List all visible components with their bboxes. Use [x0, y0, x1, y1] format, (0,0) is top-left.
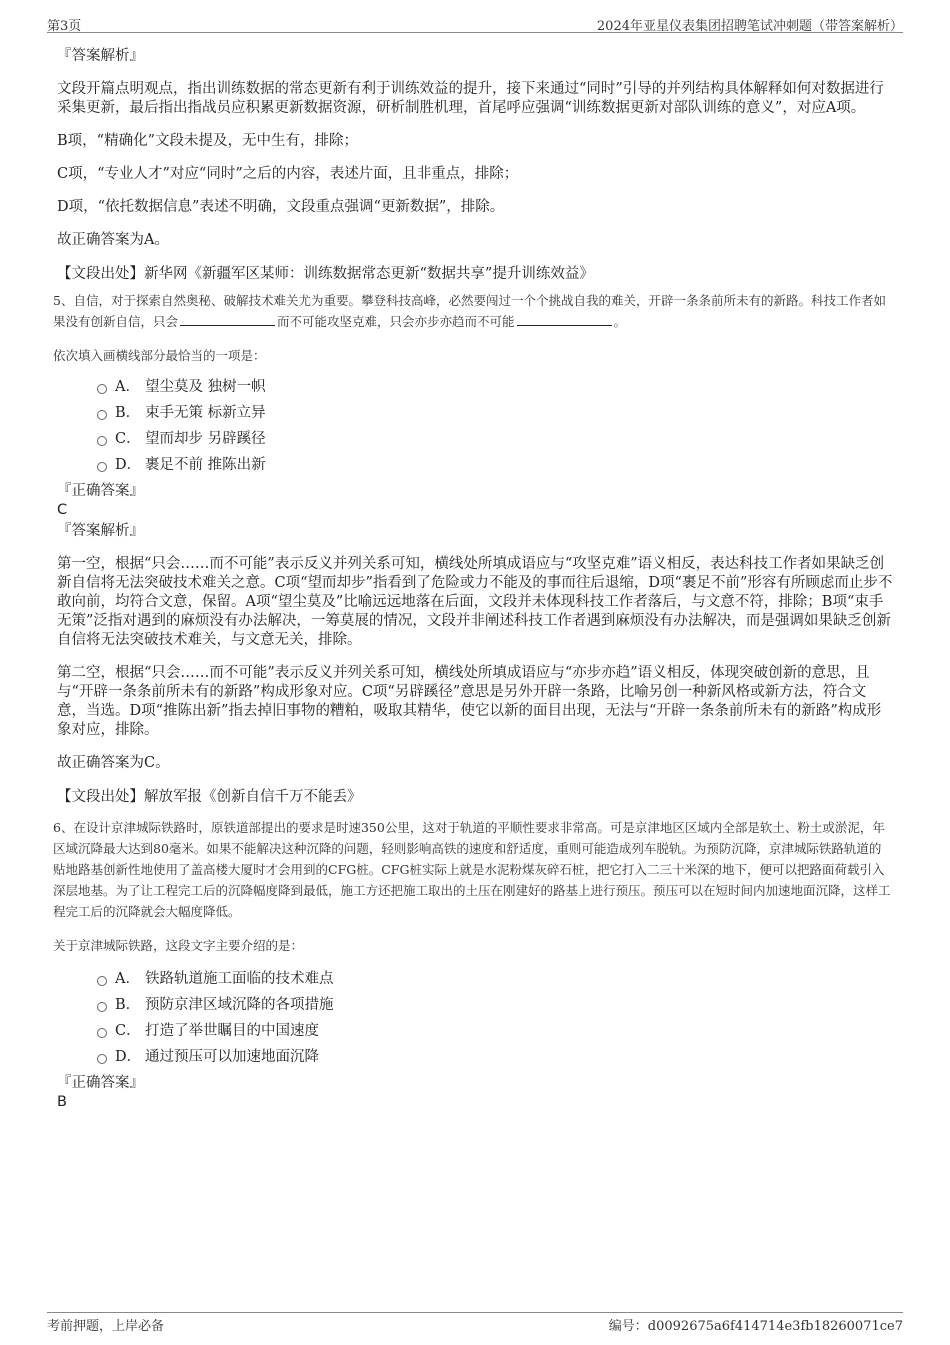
q6-option-c[interactable]: C． 打造了举世瞩目的中国速度: [57, 1018, 893, 1044]
q5-option-b[interactable]: B． 束手无策 标新立异: [57, 400, 893, 426]
document-title: 2024年亚星仪表集团招聘笔试冲刺题（带答案解析）: [596, 19, 903, 34]
page-number: 第3页: [47, 19, 82, 34]
radio-button[interactable]: [97, 462, 107, 472]
q6-prompt: 关于京津城际铁路，这段文字主要介绍的是：: [53, 938, 304, 953]
radio-button[interactable]: [97, 1002, 107, 1012]
q4-analysis-paragraph: 文段开篇点明观点，指出训练数据的常态更新有利于训练效益的提升，接下来通过“同时”引导的并列结构具体解释如何对数据进行采集更新，最后指出指战员应积累更新数据资源，研析制胜机理，首尾呼应强调“训练数据更新对部队训练的意义”，对应A项。: [57, 81, 884, 116]
q6-answer-label: 『正确答案』: [57, 1075, 144, 1091]
page-footer: [47, 1312, 903, 1333]
radio-button[interactable]: [97, 410, 107, 420]
q5-source: 【文段出处】解放军报《创新自信千万不能丢》: [57, 789, 362, 805]
footer-slogan: 考前押题，上岸必备: [47, 1319, 165, 1334]
q5-analysis-label: 『答案解析』: [57, 523, 144, 539]
q4-source: 【文段出处】新华网《新疆军区某师：训练数据常态更新“数据共享”提升训练效益》: [57, 266, 594, 282]
q5-blank-1: [180, 313, 275, 326]
q6-options: [57, 966, 893, 1070]
document-content: [53, 47, 893, 1112]
q6-option-d[interactable]: D． 通过预压可以加速地面沉降: [57, 1044, 893, 1070]
q6-answer: B: [57, 1094, 67, 1110]
q4-analysis-option-c: C项，“专业人才”对应“同时”之后的内容，表述片面，且非重点，排除；: [57, 166, 519, 182]
q6-option-b[interactable]: B． 预防京津区域沉降的各项措施: [57, 992, 893, 1018]
q4-analysis-option-b: B项，“精确化”文段未提及，无中生有，排除；: [57, 133, 358, 149]
q4-conclusion: 故正确答案为A。: [57, 232, 169, 248]
document-id: 编号：d0092675a6f414714e3fb18260071ce7: [608, 1319, 903, 1334]
page-header: [47, 10, 903, 33]
q5-answer-label: 『正确答案』: [57, 483, 144, 499]
radio-button[interactable]: [97, 436, 107, 446]
q5-answer: C: [57, 502, 68, 518]
radio-button[interactable]: [97, 1054, 107, 1064]
radio-button[interactable]: [97, 1028, 107, 1038]
q5-prompt: 依次填入画横线部分最恰当的一项是：: [53, 348, 266, 363]
q5-options: [57, 374, 893, 478]
q6-option-a[interactable]: A． 铁路轨道施工面临的技术难点: [57, 966, 893, 992]
q5-analysis-paragraph-2: 第二空，根据“只会……而不可能”表示反义并列关系可知，横线处所填成语应与“亦步亦趋”语义相反，体现突破创新的意思，且与“开辟一条条前所未有的新路”构成形象对应。C项“另辟蹊径”意思是另外开辟一条路，比喻另创一种新风格或新方法，符合文意，当选。D项“推陈出新”指去掉旧事物的糟粕，吸取其精华，使它以新的面目出现，无法与“开辟一条条前所未有的新路”构成形象对应，排除。: [57, 665, 882, 738]
radio-button[interactable]: [97, 384, 107, 394]
q5-option-c[interactable]: C． 望而却步 另辟蹊径: [57, 426, 893, 452]
q6-stem: 6、在设计京津城际铁路时，原铁道部提出的要求是时速350公里，这对于轨道的平顺性要求非常高。可是京津地区区域内全部是软土、粉土或淤泥，年区域沉降最大达到80毫米。如果不能解决这种沉降的问题，轻则影响高铁的速度和舒适度，重则可能造成列车脱轨。为预防沉降，京津城际铁路轨道的贴地路基创新性地使用了盖高楼大厦时才会用到的CFG桩。CFG桩实际上就是水泥粉煤灰碎石桩，把它打入二三十米深的地下，便可以把路面荷载引入深层地基。为了让工程完工后的沉降幅度降到最低，施工方还把施工取出的土压在刚建好的路基上进行预压。预压可以在短时间内加速地面沉降，这样工程完工后的沉降就会大幅度降低。: [53, 820, 891, 919]
q4-analysis-label: 『答案解析』: [57, 48, 144, 64]
radio-button[interactable]: [97, 976, 107, 986]
q5-stem: 5、自信，对于探索自然奥秘、破解技术难关尤为重要。攀登科技高峰，必然要闯过一个个挑战自我的难关，开辟一条条前所未有的新路。科技工作者如果没有创新自信，只会 而不可能攻坚克难，只会亦步亦趋而不可能 。: [53, 293, 886, 329]
q5-option-a[interactable]: A． 望尘莫及 独树一帜: [57, 374, 893, 400]
q5-blank-2: [517, 313, 612, 326]
q5-conclusion: 故正确答案为C。: [57, 755, 170, 771]
q5-analysis-paragraph-1: 第一空，根据“只会……而不可能”表示反义并列关系可知，横线处所填成语应与“攻坚克难”语义相反，表达科技工作者如果缺乏创新自信将无法突破技术难关之意。C项“望而却步”指看到了危险或力不能及的事而往后退缩，D项“裹足不前”形容有所顾虑而止步不敢向前，均符合文意，保留。A项“望尘莫及”比喻远远地落在后面，文段并未体现科技工作者落后，与文意不符，排除；B项“束手无策”泛指对遇到的麻烦没有办法解决，一筹莫展的情况，文段并非阐述科技工作者遇到麻烦没有办法解决，而是强调如果缺乏创新自信将无法突破技术难关，与文意无关，排除。: [57, 556, 893, 648]
q5-option-d[interactable]: D． 裹足不前 推陈出新: [57, 452, 893, 478]
q4-analysis-option-d: D项，“依托数据信息”表述不明确，文段重点强调“更新数据”，排除。: [57, 199, 505, 215]
